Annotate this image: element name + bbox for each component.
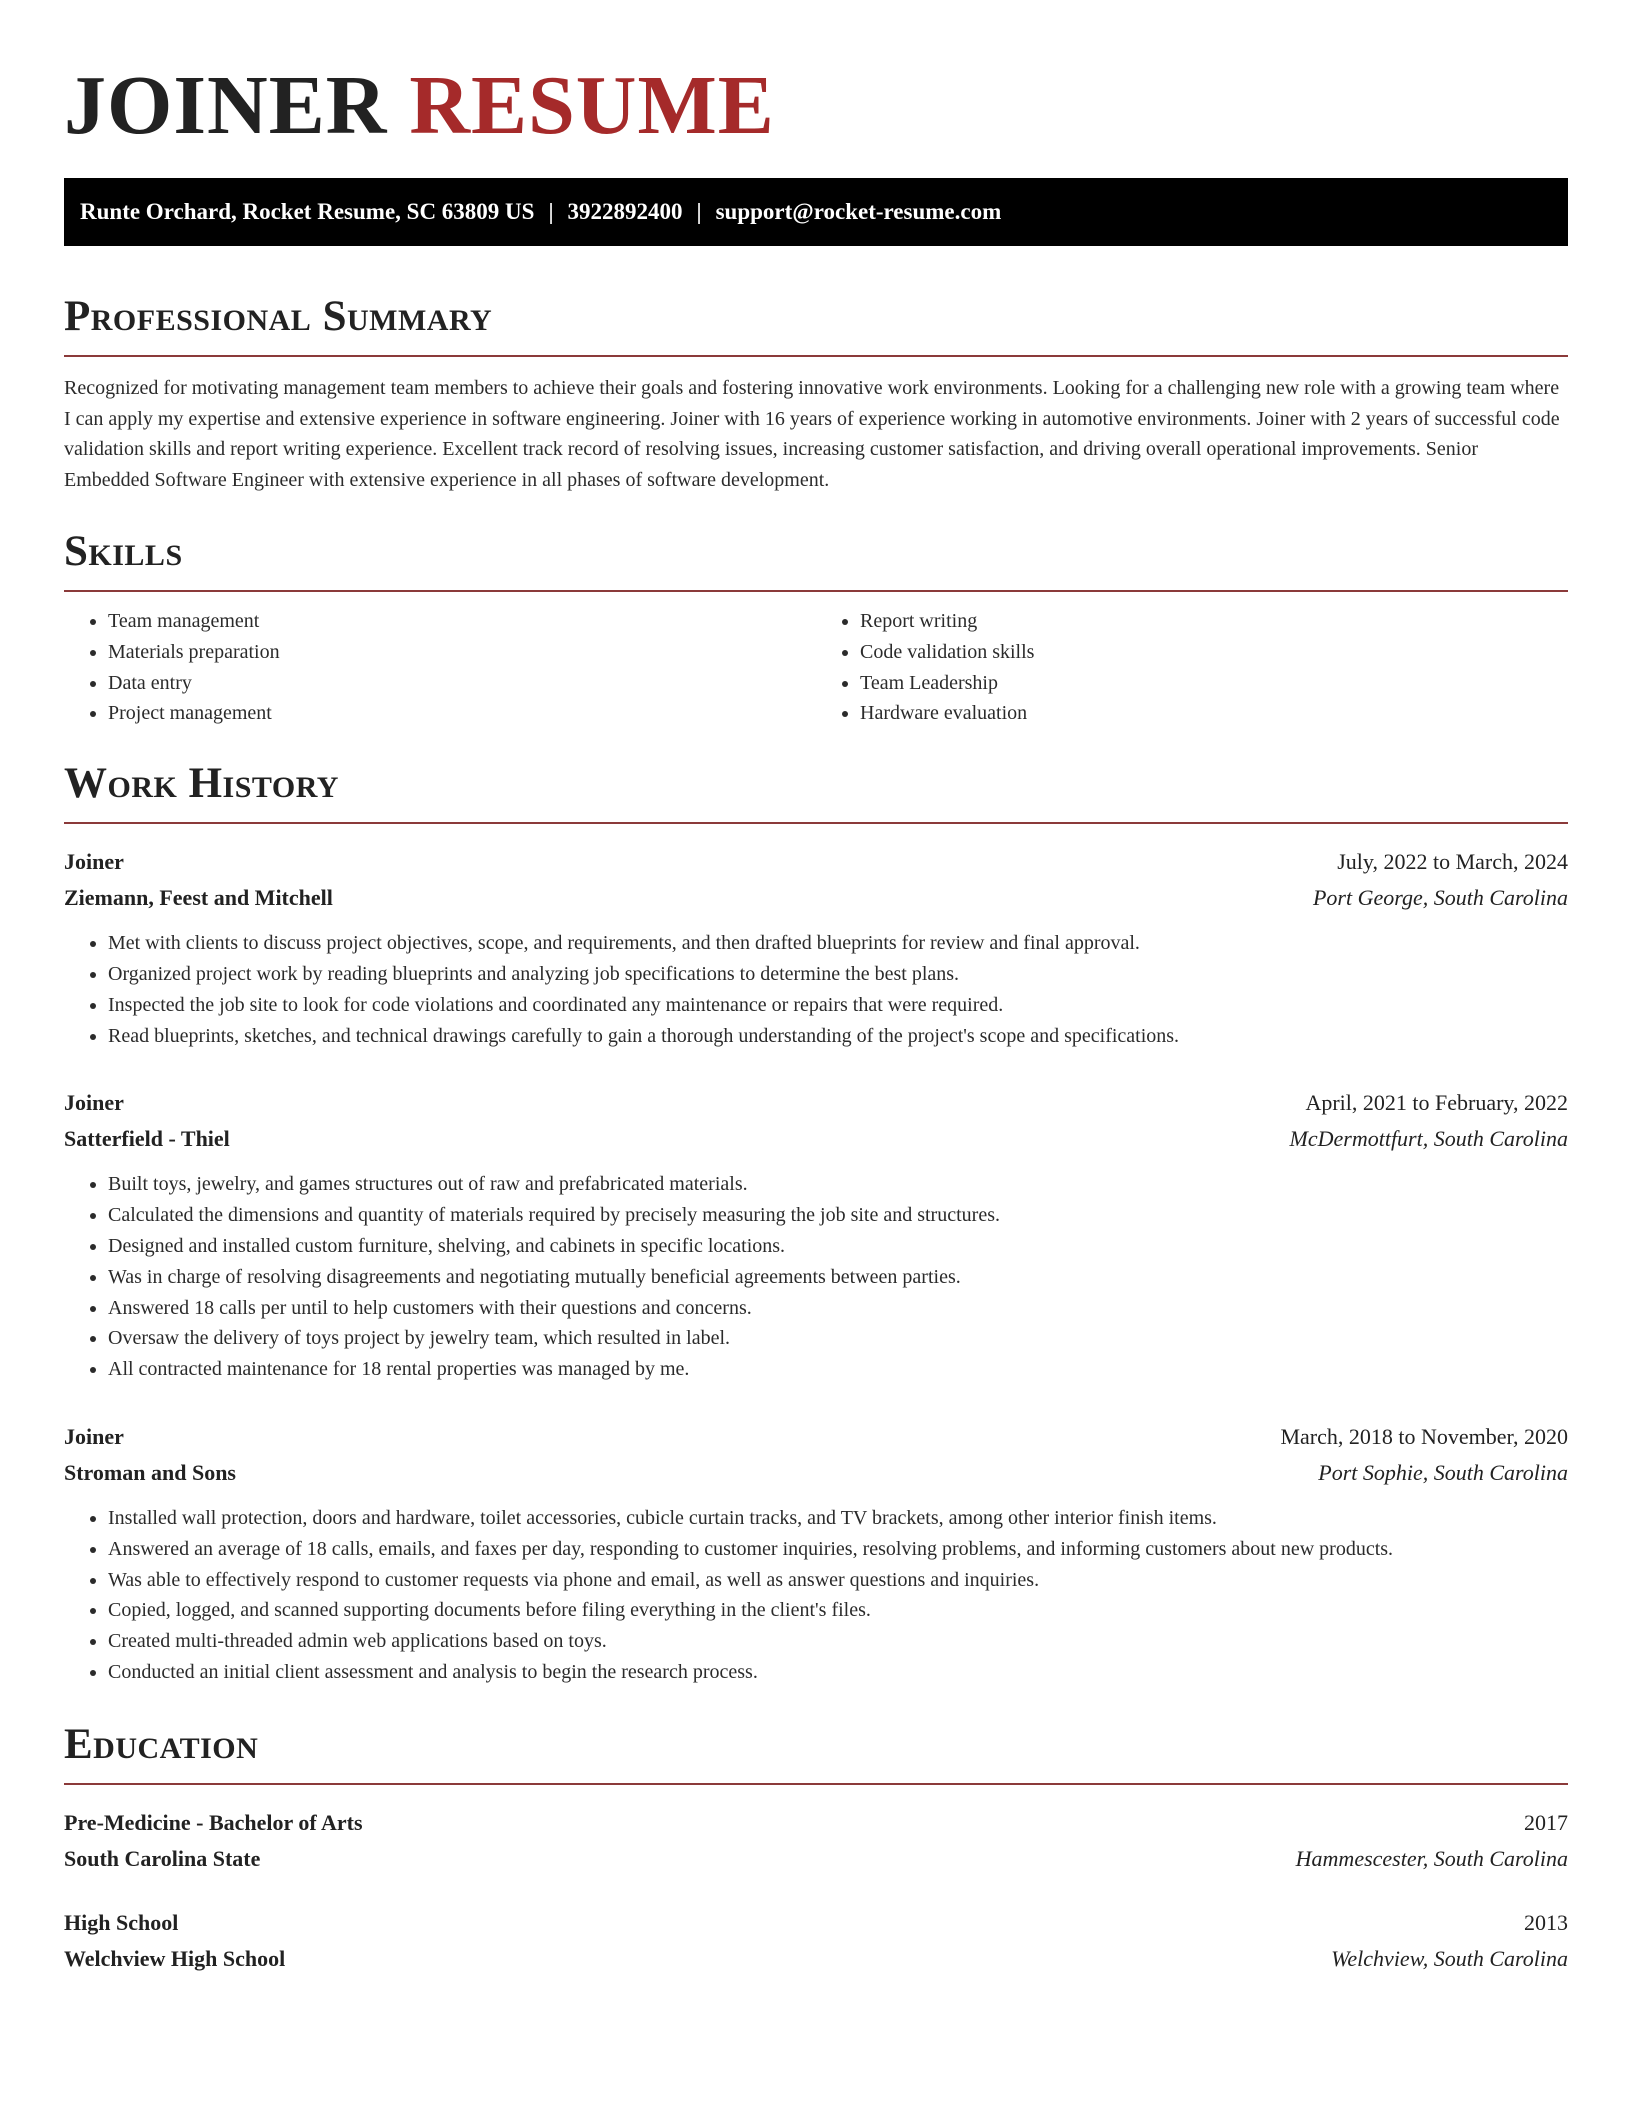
work-entry (64, 1419, 1568, 1688)
job-bullet: • Installed wall protection, doors and hardware, toilet accessories, cubicle curtain tracks, and TV brackets, among other interior finish items. (108, 1503, 1568, 1534)
school-location: Hammescester, South Carolina (1295, 1845, 1568, 1871)
contact-email: support@rocket-resume.com (715, 199, 1002, 224)
contact-bar (64, 178, 1568, 246)
job-bullets (64, 1169, 1568, 1385)
school-name: South Carolina State (64, 1845, 261, 1871)
education-section (64, 1718, 1568, 1977)
work-history-heading: Work History (64, 760, 339, 808)
school-location: Welchview, South Carolina (1331, 1945, 1568, 1971)
skill-item: • Team Leadership (860, 668, 1568, 699)
job-bullet: • Designed and installed custom furniture, shelving, and cabinets in specific locations. (108, 1231, 1568, 1262)
skill-item: • Report writing (860, 606, 1568, 637)
education-heading: Education (64, 1720, 259, 1768)
skill-item: • Hardware evaluation (860, 698, 1568, 729)
work-entry (64, 1085, 1568, 1385)
skill-item: • Data entry (108, 668, 816, 699)
contact-phone: 3922892400 (567, 199, 683, 224)
job-bullet: • Created multi-threaded admin web applications based on toys. (108, 1626, 1568, 1657)
work-history-section (64, 757, 1568, 1688)
job-bullet: • Read blueprints, sketches, and technical drawings carefully to gain a thorough understanding of the project's scope and specifications. (108, 1021, 1568, 1052)
job-bullet: • Built toys, jewelry, and games structures out of raw and prefabricated materials. (108, 1169, 1568, 1200)
company-name: Ziemann, Feest and Mitchell (64, 885, 333, 911)
company-name: Satterfield - Thiel (64, 1126, 230, 1152)
job-bullet: • Inspected the job site to look for code violations and coordinated any maintenance or repairs that were required. (108, 990, 1568, 1021)
section-divider (64, 1783, 1568, 1785)
contact-address: Runte Orchard, Rocket Resume, SC 63809 US (80, 199, 535, 224)
skills-column-left (64, 606, 816, 729)
job-bullet: • Conducted an initial client assessment and analysis to begin the research process. (108, 1657, 1568, 1688)
job-dates: March, 2018 to November, 2020 (1280, 1423, 1568, 1449)
job-location: Port Sophie, South Carolina (1318, 1459, 1568, 1485)
job-location: Port George, South Carolina (1312, 885, 1568, 911)
skills-column-right (816, 606, 1568, 729)
summary-text: Recognized for motivating management team members to achieve their goals and fostering innovative work environments. Looking for a challenging new role with a growing team where I can apply my expertise and extensive experience in software engineering. Joiner with 16 years of experience working in automotive environments. Joiner with 2 years of successful code validation skills and report writing experience. Excellent track record of resolving issues, increasing customer satisfaction, and driving overall operational improvements. Senior Embedded Software Engineer with extensive experience in all phases of software development. (64, 377, 1560, 491)
skills-heading: Skills (64, 528, 183, 575)
job-bullet: • All contracted maintenance for 18 rental properties was managed by me. (108, 1354, 1568, 1385)
job-title: Joiner (64, 849, 124, 875)
contact-separator: | (696, 199, 702, 224)
section-divider (64, 355, 1568, 357)
skill-item: • Project management (108, 698, 816, 729)
skills-section (64, 525, 1568, 729)
skill-item: • Materials preparation (108, 637, 816, 668)
skill-item: • Team management (108, 606, 816, 637)
job-title: Joiner (64, 1090, 124, 1116)
job-bullet: • Was in charge of resolving disagreements and negotiating mutually beneficial agreements between parties. (108, 1262, 1568, 1293)
graduation-year: 2013 (1524, 1909, 1568, 1935)
company-name: Stroman and Sons (64, 1459, 236, 1485)
section-divider (64, 822, 1568, 824)
job-bullet: • Answered 18 calls per until to help customers with their questions and concerns. (108, 1293, 1568, 1324)
contact-separator: | (548, 199, 554, 224)
school-name: Welchview High School (64, 1945, 286, 1971)
summary-section (64, 290, 1568, 495)
job-bullet: • Copied, logged, and scanned supporting documents before filing everything in the client's files. (108, 1595, 1568, 1626)
degree-name: High School (64, 1909, 179, 1935)
title-accent: RESUME (409, 59, 775, 152)
job-dates: April, 2021 to February, 2022 (1305, 1090, 1568, 1116)
job-bullet: • Answered an average of 18 calls, emails, and faxes per day, responding to customer inquiries, resolving problems, and informing customers about new products. (108, 1534, 1568, 1565)
job-location: McDermottfurt, South Carolina (1289, 1126, 1568, 1152)
job-bullets (64, 928, 1568, 1051)
section-divider (64, 590, 1568, 592)
job-bullet: • Organized project work by reading blueprints and analyzing job specifications to determine the best plans. (108, 959, 1568, 990)
job-bullets (64, 1503, 1568, 1688)
degree-name: Pre-Medicine - Bachelor of Arts (64, 1809, 363, 1835)
title-name: JOINER (64, 59, 388, 152)
job-bullet: • Was able to effectively respond to customer requests via phone and email, as well as answer questions and inquiries. (108, 1565, 1568, 1596)
skills-list (64, 606, 1568, 729)
job-bullet: • Met with clients to discuss project objectives, scope, and requirements, and then drafted blueprints for review and final approval. (108, 928, 1568, 959)
graduation-year: 2017 (1524, 1809, 1568, 1835)
job-bullet: • Calculated the dimensions and quantity of materials required by precisely measuring the job site and structures. (108, 1200, 1568, 1231)
education-entry (64, 1805, 1568, 1877)
summary-heading: Professional Summary (64, 293, 493, 340)
job-dates: July, 2022 to March, 2024 (1337, 849, 1568, 875)
resume-title (64, 56, 1568, 156)
job-title: Joiner (64, 1423, 124, 1449)
skill-item: • Code validation skills (860, 637, 1568, 668)
work-entry (64, 844, 1568, 1051)
education-entry (64, 1905, 1568, 1977)
job-bullet: • Oversaw the delivery of toys project by jewelry team, which resulted in label. (108, 1323, 1568, 1354)
